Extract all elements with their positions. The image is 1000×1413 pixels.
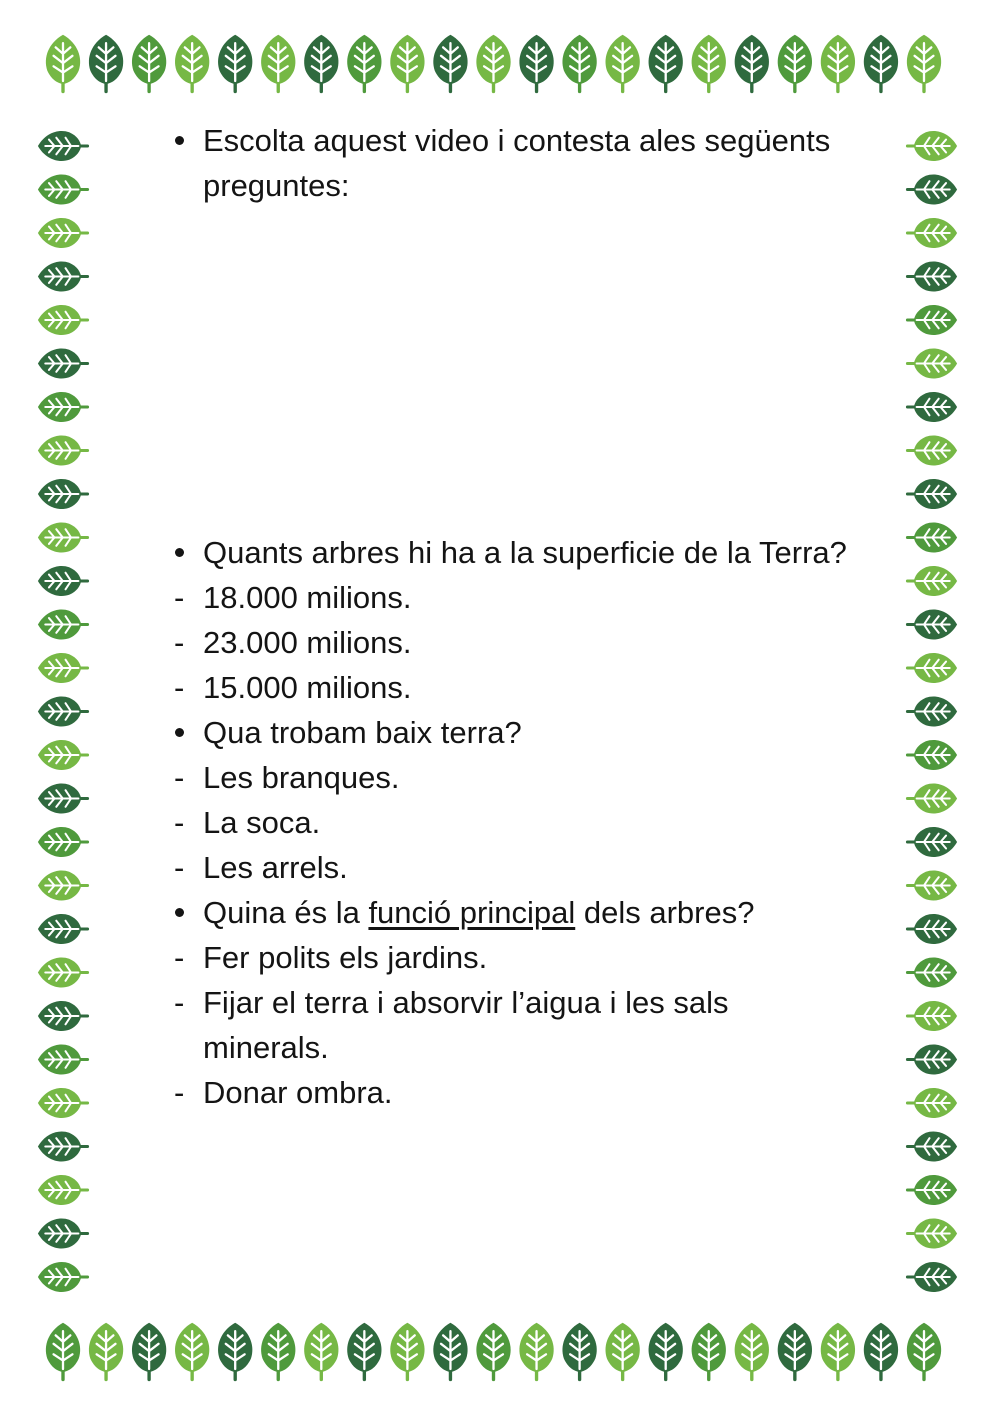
leaf-icon [347, 35, 381, 92]
leaf-icon [175, 35, 209, 92]
leaf-icon [907, 783, 957, 813]
leaf-icon [864, 1323, 898, 1380]
leaf-icon [907, 348, 957, 378]
leaf-icon [907, 522, 957, 552]
video-placeholder-space [170, 208, 850, 530]
question-3-option-3[interactable] [170, 1070, 850, 1115]
leaf-icon [907, 566, 957, 596]
leaf-icon [907, 305, 957, 335]
leaf-icon [907, 740, 957, 770]
leaf-icon [46, 35, 80, 92]
leaf-icon [38, 174, 88, 204]
leaf-icon [907, 1001, 957, 1031]
leaf-icon [132, 1323, 166, 1380]
leaf-icon [476, 1323, 510, 1380]
worksheet-content [170, 118, 850, 1115]
leaf-icon [38, 783, 88, 813]
leaf-icon [907, 261, 957, 291]
leaf-icon [433, 1323, 467, 1380]
question-2-text: Qua trobam baix terra? [203, 715, 522, 750]
intro-instruction [170, 118, 850, 208]
leaf-icon [562, 1323, 596, 1380]
leaf-icon [864, 35, 898, 92]
leaf-icon [38, 1088, 88, 1118]
question-2-option-3[interactable] [170, 845, 850, 890]
question-3-text-end: dels arbres? [575, 895, 755, 930]
leaf-icon [606, 35, 640, 92]
leaf-icon [519, 1323, 553, 1380]
leaf-icon [132, 35, 166, 92]
leaf-icon [304, 1323, 338, 1380]
option-text: Donar ombra. [203, 1075, 393, 1110]
leaf-icon [476, 35, 510, 92]
leaf-icon [907, 696, 957, 726]
leaf-icon [38, 609, 88, 639]
leaf-icon [907, 1044, 957, 1074]
question-3-underlined-phrase: funció principal [368, 895, 576, 930]
leaf-icon [907, 1218, 957, 1248]
leaf-icon [261, 1323, 295, 1380]
leaf-icon [649, 1323, 683, 1380]
question-1-option-3[interactable] [170, 665, 850, 710]
leaf-icon [907, 1175, 957, 1205]
question-3-option-1[interactable] [170, 935, 850, 980]
dash-icon: - [174, 940, 185, 975]
leaf-icon [907, 392, 957, 422]
option-text: La soca. [203, 805, 321, 840]
leaf-icon [907, 1262, 957, 1292]
option-text: Fer polits els jardins. [203, 940, 488, 975]
leaf-icon [907, 435, 957, 465]
leaf-icon [907, 174, 957, 204]
option-text: 15.000 milions. [203, 670, 412, 705]
leaf-icon [175, 1323, 209, 1380]
leaf-icon [218, 1323, 252, 1380]
option-text: Fijar el terra i absorvir l’aigua i les sals minerals. [203, 985, 729, 1065]
question-3-text-start: Quina és la [203, 895, 369, 930]
leaf-icon [38, 1044, 88, 1074]
leaf-icon [38, 479, 88, 509]
leaf-icon [38, 1262, 88, 1292]
leaf-icon [907, 653, 957, 683]
leaf-icon [390, 35, 424, 92]
leaf-icon [821, 35, 855, 92]
question-2-option-2[interactable] [170, 800, 850, 845]
leaf-icon [735, 35, 769, 92]
leaf-column-right [907, 131, 957, 1292]
leaf-icon [218, 35, 252, 92]
leaf-icon [38, 740, 88, 770]
question-1-option-2[interactable] [170, 620, 850, 665]
leaf-icon [433, 35, 467, 92]
leaf-icon [907, 35, 941, 92]
leaf-icon [907, 870, 957, 900]
dash-icon: - [174, 805, 185, 840]
leaf-icon [38, 1131, 88, 1161]
dash-icon: - [174, 985, 185, 1020]
leaf-icon [907, 479, 957, 509]
leaf-icon [562, 35, 596, 92]
leaf-icon [38, 392, 88, 422]
leaf-icon [821, 1323, 855, 1380]
dash-icon: - [174, 760, 185, 795]
leaf-icon [649, 35, 683, 92]
question-3 [170, 890, 850, 935]
leaf-icon [304, 35, 338, 92]
leaf-icon [38, 131, 88, 161]
dash-icon: - [174, 1075, 185, 1110]
question-2 [170, 710, 850, 755]
leaf-icon [38, 261, 88, 291]
leaf-icon [907, 827, 957, 857]
leaf-icon [907, 131, 957, 161]
leaf-row-bottom [46, 1323, 941, 1380]
question-1-text: Quants arbres hi ha a la superficie de la Terra? [203, 535, 847, 570]
option-text: Les arrels. [203, 850, 348, 885]
leaf-icon [519, 35, 553, 92]
leaf-icon [38, 870, 88, 900]
leaf-icon [390, 1323, 424, 1380]
leaf-row-top [46, 35, 941, 92]
leaf-icon [38, 1001, 88, 1031]
leaf-icon [778, 1323, 812, 1380]
leaf-column-left [38, 131, 88, 1292]
question-3-text [203, 895, 754, 930]
option-text: 18.000 milions. [203, 580, 412, 615]
dash-icon: - [174, 850, 185, 885]
leaf-icon [38, 348, 88, 378]
question-1-option-1[interactable] [170, 575, 850, 620]
leaf-icon [38, 566, 88, 596]
question-2-option-1[interactable] [170, 755, 850, 800]
intro-text: Escolta aquest video i contesta ales següents preguntes: [203, 123, 831, 203]
leaf-icon [907, 1131, 957, 1161]
leaf-icon [38, 653, 88, 683]
leaf-icon [38, 1175, 88, 1205]
leaf-icon [907, 218, 957, 248]
question-3-option-2[interactable] [170, 980, 850, 1070]
leaf-icon [606, 1323, 640, 1380]
leaf-icon [692, 35, 726, 92]
question-1 [170, 530, 850, 575]
leaf-icon [778, 35, 812, 92]
leaf-icon [692, 1323, 726, 1380]
leaf-icon [46, 1323, 80, 1380]
option-text: Les branques. [203, 760, 400, 795]
leaf-icon [38, 827, 88, 857]
leaf-icon [907, 914, 957, 944]
leaf-icon [38, 957, 88, 987]
dash-icon: - [174, 670, 185, 705]
leaf-icon [38, 522, 88, 552]
leaf-icon [907, 609, 957, 639]
leaf-icon [261, 35, 295, 92]
option-text: 23.000 milions. [203, 625, 412, 660]
dash-icon: - [174, 625, 185, 660]
leaf-icon [347, 1323, 381, 1380]
leaf-icon [38, 435, 88, 465]
dash-icon: - [174, 580, 185, 615]
leaf-icon [89, 1323, 123, 1380]
leaf-icon [907, 957, 957, 987]
leaf-icon [38, 305, 88, 335]
leaf-icon [89, 35, 123, 92]
leaf-icon [38, 914, 88, 944]
leaf-icon [38, 696, 88, 726]
leaf-icon [38, 1218, 88, 1248]
leaf-icon [735, 1323, 769, 1380]
leaf-icon [907, 1323, 941, 1380]
leaf-icon [38, 218, 88, 248]
leaf-icon [907, 1088, 957, 1118]
